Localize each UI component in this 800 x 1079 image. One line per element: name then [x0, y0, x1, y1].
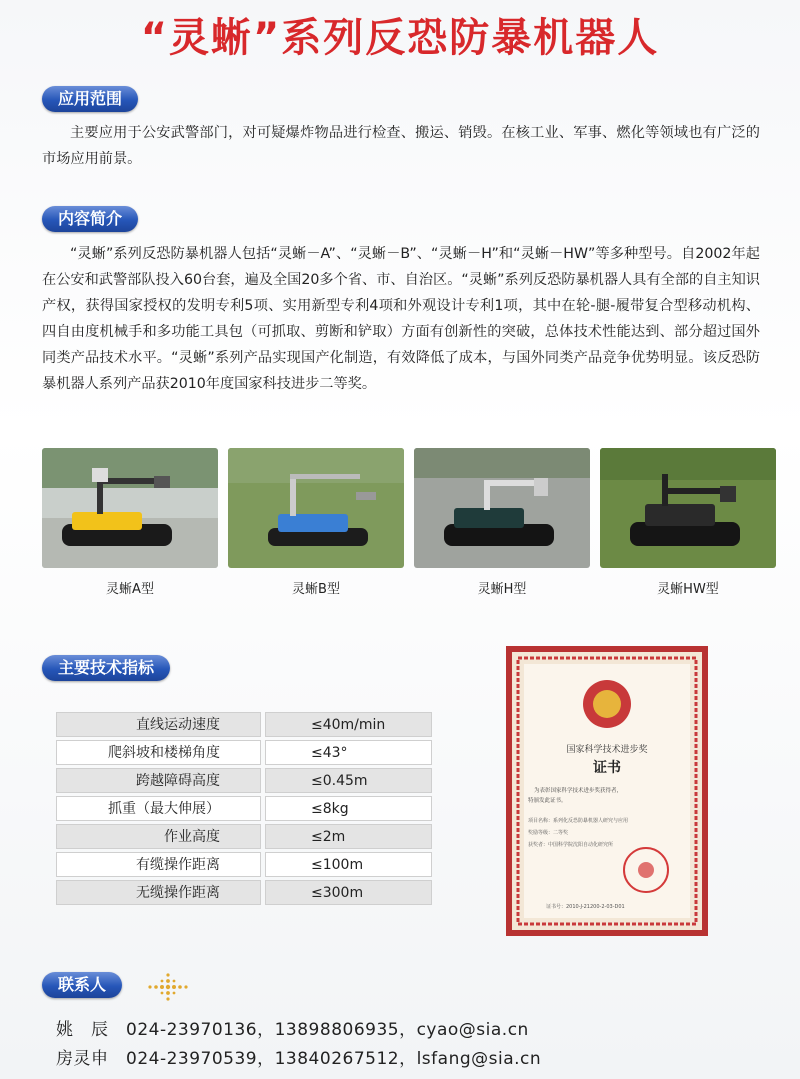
contact-line-2: 房灵申 024-23970539，13840267512，lsfang@sia.cn: [56, 1049, 542, 1069]
application-text: 主要应用于公安武警部门，对可疑爆炸物品进行检查、搬运、销毁。在核工业、军事、燃化等领域也有广泛的市场应用前景。: [42, 125, 760, 167]
spec-name: 直线运动速度: [56, 712, 261, 737]
cert-number: 证书号：2010-J-21200-2-03-D01: [546, 904, 625, 910]
spec-name: 作业高度: [56, 824, 261, 849]
spec-row: [56, 851, 432, 879]
page-title: “灵蜥”系列反恐防暴机器人: [140, 15, 660, 61]
spec-name: 抓重（最大伸展）: [56, 796, 261, 821]
spec-value: ≤8kg: [265, 796, 432, 821]
section-label-intro: 内容简介: [42, 206, 138, 232]
cert-line1: 为表彰国家科学技术进步奖获得者，: [534, 788, 623, 794]
cert-field3: 获奖者：中国科学院沈阳自动化研究所: [528, 842, 614, 848]
caption-a: 灵蜥A型: [106, 582, 154, 597]
spec-name: 跨越障碍高度: [56, 768, 261, 793]
cert-field1: 项目名称：系列化反恐防暴机器人研究与应用: [528, 818, 629, 824]
section-label-contact: 联系人: [42, 972, 122, 998]
robot-photo-hw: [600, 448, 776, 568]
spec-value: ≤2m: [265, 824, 432, 849]
caption-b: 灵蜥B型: [292, 582, 340, 597]
cert-line2: 特颁发此证书。: [528, 798, 567, 804]
spec-name: 爬斜坡和楼梯角度: [56, 740, 261, 765]
intro-text: “灵蜥”系列反恐防暴机器人包括“灵蜥－A”、“灵蜥－B”、“灵蜥－H”和“灵蜥－HW”等多种型号。自2002年起在公安和武警部队投入60台套，遍及全国20多个省、市、自治区。“灵蜥”系列反恐防暴机器人具有全部的自主知识产权，获得国家授权的发明专利5项、实用新型专利4项和外观设计专利1项，其中在轮-腿-履带复合型移动机构、四自由度机械手和多功能工具包（可抓取、剪断和铲取）方面有创新性的突破，总体技术性能达到、部分超过国外同类产品技术水平。“灵蜥”系列产品实现国产化制造，有效降低了成本，与国外同类产品竞争优势明显。该反恐防暴机器人系列产品获2010年度国家科技进步二等奖。: [42, 246, 760, 392]
spec-row: [56, 711, 432, 739]
cert-field2: 奖励等级：二等奖: [528, 830, 569, 836]
spec-value: ≤40m/min: [265, 712, 432, 737]
robot-photo-h: [414, 448, 590, 568]
robot-photo-b: [228, 448, 404, 568]
spec-row: [56, 795, 432, 823]
spec-row: [56, 879, 432, 907]
decorative-dots-icon: [146, 970, 190, 1008]
spec-name: 无缆操作距离: [56, 880, 261, 905]
spec-row: [56, 739, 432, 767]
caption-h: 灵蜥H型: [477, 582, 527, 597]
spec-name: 有缆操作距离: [56, 852, 261, 877]
spec-value: ≤43°: [265, 740, 432, 765]
section-label-application: 应用范围: [42, 86, 138, 112]
award-certificate: [506, 646, 708, 936]
cert-award: 国家科学技术进步奖: [566, 745, 648, 755]
spec-row: [56, 823, 432, 851]
cert-heading: 证书: [593, 760, 621, 776]
contact-line-1: 姚 辰 024-23970136，13898806935，cyao@sia.cn: [56, 1020, 529, 1040]
spec-value: ≤300m: [265, 880, 432, 905]
spec-table: [56, 711, 432, 907]
robot-photo-a: [42, 448, 218, 568]
spec-value: ≤0.45m: [265, 768, 432, 793]
spec-row: [56, 767, 432, 795]
section-label-specs: 主要技术指标: [42, 655, 170, 681]
spec-value: ≤100m: [265, 852, 432, 877]
caption-hw: 灵蜥HW型: [657, 582, 719, 597]
